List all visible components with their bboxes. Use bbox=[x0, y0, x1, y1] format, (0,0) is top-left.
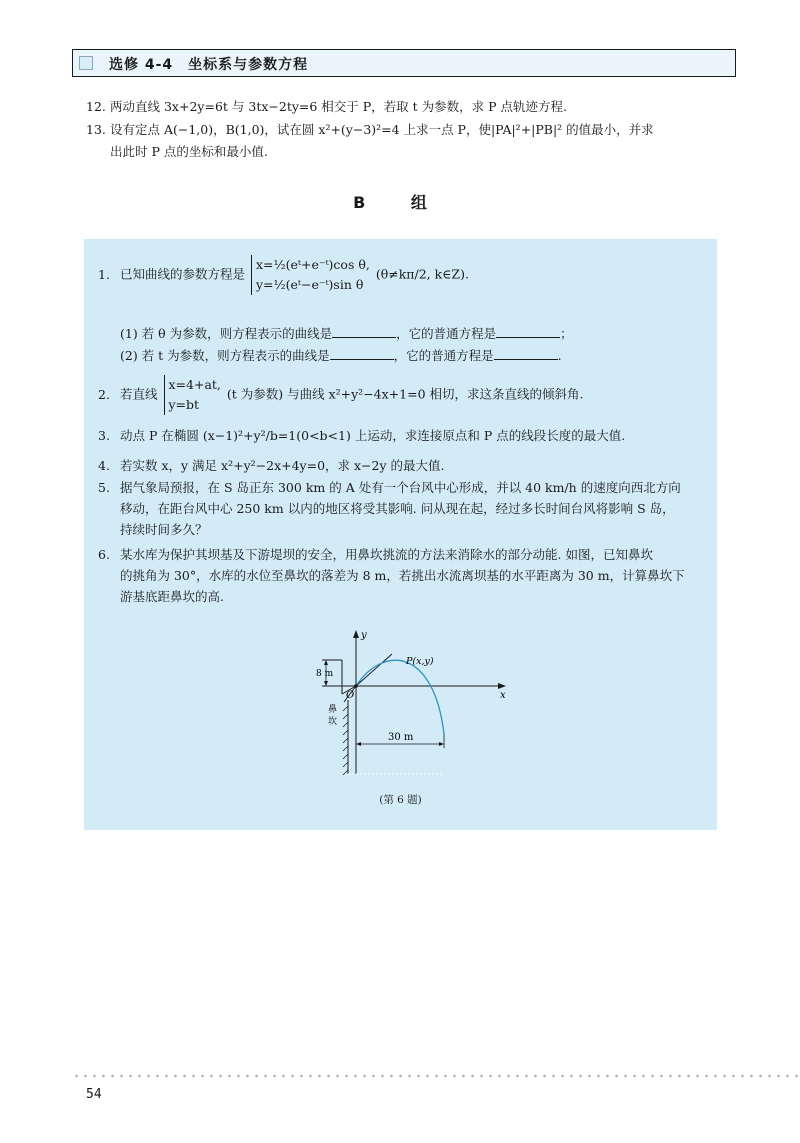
drop-arrow-bottom bbox=[324, 681, 328, 686]
header-square-icon bbox=[79, 56, 93, 70]
origin-point bbox=[354, 684, 358, 688]
dam-hatching bbox=[343, 706, 348, 775]
answer-blank[interactable] bbox=[332, 325, 396, 338]
x-axis-label: x bbox=[500, 690, 506, 701]
bikan-label-1: 鼻 bbox=[328, 705, 338, 715]
figure-caption: (第 6 题) bbox=[379, 794, 422, 806]
drop-arrow-top bbox=[324, 660, 328, 665]
question-2: 2. 若直线 x=4+at, y=bt (t 为参数) 与曲线 x²+y²−4x+1=0 相切，求这条直线的倾斜角. bbox=[98, 375, 698, 415]
point-p-label: P(x,y) bbox=[406, 656, 434, 667]
origin-label: O bbox=[346, 690, 355, 701]
distance-arrow-left bbox=[356, 742, 361, 746]
dam-trajectory-diagram bbox=[314, 624, 514, 784]
question-3: 3. 动点 P 在椭圆 (x−1)²+y²/b=1(0<b<1) 上运动，求连接原点和 P 点的线段长度的最大值. bbox=[98, 428, 626, 443]
y-axis-arrow bbox=[353, 630, 359, 638]
q2-equation-system: x=4+at, y=bt bbox=[164, 375, 221, 415]
question-5: 5. 据气象局预报，在 S 岛正东 300 km 的 A 处有一个台风中心形成，并以 40 km/h 的速度向西北方向 移动，在距台风中心 250 km 以内的地区将受其影响. 问从现在起，经过多长时间台风将影响 S 岛， 持续时间多久？ bbox=[98, 480, 681, 537]
question-1: 1. 已知曲线的参数方程是 x=½(eᵗ+e⁻ᵗ)cos θ, y=½(eᵗ−e⁻ᵗ)sin θ (θ≠kπ/2, k∈Z). bbox=[98, 255, 698, 295]
answer-blank[interactable] bbox=[330, 347, 394, 360]
section-header bbox=[72, 49, 736, 77]
y-axis-label: y bbox=[361, 630, 367, 641]
drop-label: 8 m bbox=[316, 669, 334, 679]
question-1-sub-1: (1) 若 θ 为参数，则方程表示的曲线是 ，它的普通方程是 ； bbox=[120, 326, 573, 341]
question-1-sub-2: (2) 若 t 为参数，则方程表示的曲线是 ，它的普通方程是 . bbox=[120, 348, 562, 363]
problem-13: 13. 设有定点 A(−1,0)，B(1,0)，试在圆 x²+(y−3)²=4 上求一点 P，使|PA|²+|PB|² 的值最小，并求 出此时 P 点的坐标和最小值. bbox=[86, 122, 654, 159]
footer-dotted-line bbox=[72, 1074, 798, 1078]
question-6: 6. 某水库为保护其坝基及下游堤坝的安全，用鼻坎挑流的方法来消除水的部分动能. 如图，已知鼻坎 的挑角为 30°，水库的水位至鼻坎的落差为 8 m，若挑出水流离坝基的水平距离为 30 m，计算鼻坎下 游基底距鼻坎的高. bbox=[98, 547, 685, 604]
launch-direction-line bbox=[356, 654, 392, 686]
x-axis-arrow bbox=[498, 683, 506, 689]
answer-blank[interactable] bbox=[494, 347, 558, 360]
group-b-title: B 组 bbox=[353, 193, 447, 212]
group-b-panel bbox=[84, 239, 717, 830]
water-trajectory-curve bbox=[356, 660, 444, 734]
q1-equation-system: x=½(eᵗ+e⁻ᵗ)cos θ, y=½(eᵗ−e⁻ᵗ)sin θ bbox=[251, 255, 370, 295]
problem-12: 12. 两动直线 3x+2y=6t 与 3tx−2ty=6 相交于 P，若取 t 为参数，求 P 点轨迹方程. bbox=[86, 99, 567, 114]
page-number: 54 bbox=[86, 1087, 102, 1102]
section-title: 选修 4-4 坐标系与参数方程 bbox=[109, 57, 309, 73]
bikan-label-2: 坎 bbox=[328, 717, 338, 727]
distance-label: 30 m bbox=[388, 732, 414, 743]
answer-blank[interactable] bbox=[496, 325, 560, 338]
distance-arrow-right bbox=[439, 742, 444, 746]
question-4: 4. 若实数 x，y 满足 x²+y²−2x+4y=0，求 x−2y 的最大值. bbox=[98, 458, 445, 473]
